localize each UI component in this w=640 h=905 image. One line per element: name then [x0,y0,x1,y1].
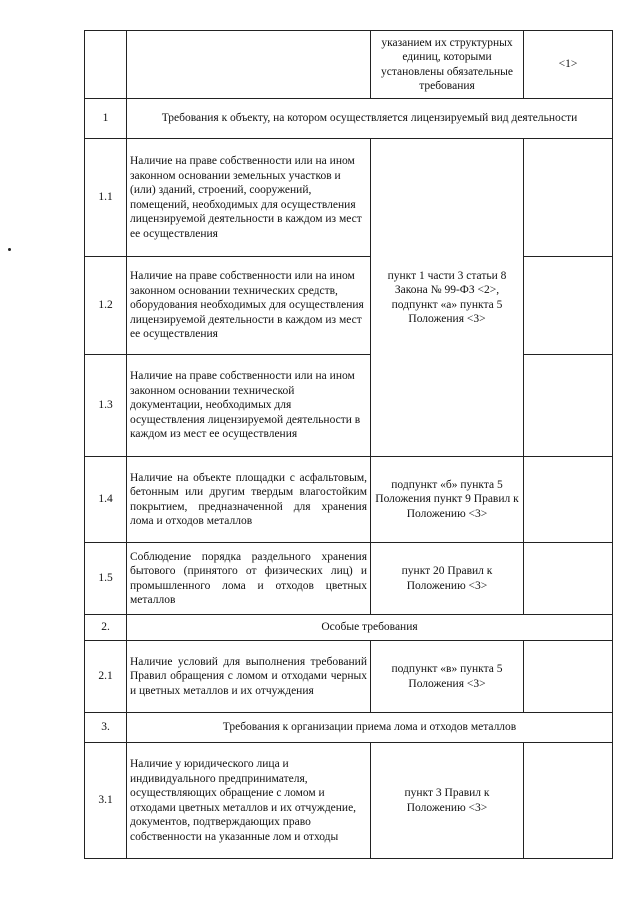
section-title: Требования к организации приема лома и отходов металлов [127,713,613,743]
header-req-cell [127,31,371,99]
requirement-text: Наличие на праве собственности или на ином законном основании технической документации, необходимых для осуществления лицензируемой деятельности в каждом из мест ее осуществления [127,355,371,457]
requirement-text: Наличие на объекте площадки с асфальтовым, бетонным или другим твердым влагостойким покрытием, предназначенной для хранения лома и отходов металлов [127,457,371,543]
row-number: 1.5 [85,543,127,615]
note-cell [524,457,613,543]
table-row-1-2 [85,257,613,355]
row-number: 3.1 [85,743,127,859]
header-continuation-row [85,31,613,99]
table-row-1-4 [85,457,613,543]
row-number: 1.2 [85,257,127,355]
note-cell [524,641,613,713]
legal-reference: подпункт «б» пункта 5 Положения пункт 9 Правил к Положению <3> [371,457,524,543]
note-cell [524,543,613,615]
requirements-table [84,30,613,859]
requirement-text: Наличие на праве собственности или на ином законном основании технических средств, оборудования необходимых для осуществления лицензируемой деятельности в каждом из мест ее осуществления [127,257,371,355]
section-title: Особые требования [127,615,613,641]
scan-speck [8,248,11,251]
legal-reference: пункт 20 Правил к Положению <3> [371,543,524,615]
table-row-1-5 [85,543,613,615]
section-number: 2. [85,615,127,641]
row-number: 1.4 [85,457,127,543]
legal-reference: пункт 3 Правил к Положению <3> [371,743,524,859]
section-row-3 [85,713,613,743]
section-title: Требования к объекту, на котором осуществляется лицензируемый вид деятельности [127,99,613,139]
header-num-cell [85,31,127,99]
section-row-2 [85,615,613,641]
section-row-1 [85,99,613,139]
table-row-2-1 [85,641,613,713]
requirement-text: Наличие условий для выполнения требований Правил обращения с ломом и отходами черных и цветных металлов и их отчуждения [127,641,371,713]
note-cell [524,257,613,355]
table-row-1-1 [85,139,613,257]
row-number: 2.1 [85,641,127,713]
header-ref-cell: указанием их структурных единиц, которыми установлены обязательные требования [371,31,524,99]
requirement-text: Наличие у юридического лица и индивидуального предпринимателя, осуществляющих обращение с ломом и отходами цветных металлов и их отчуждение, документов, подтверждающих право собственности на указанные лом и отходы [127,743,371,859]
note-cell [524,139,613,257]
header-note-cell: <1> [524,31,613,99]
row-number: 1.3 [85,355,127,457]
requirement-text: Соблюдение порядка раздельного хранения бытового (принятого от физических лиц) и промышленного лома и отходов цветных металлов [127,543,371,615]
table-row-3-1 [85,743,613,859]
requirement-text: Наличие на праве собственности или на ином законном основании земельных участков и (или) зданий, строений, сооружений, помещений, необходимых для осуществления лицензируемой деятельности в каждом из мест ее осуществления [127,139,371,257]
table-row-1-3 [85,355,613,457]
section-number: 1 [85,99,127,139]
note-cell [524,743,613,859]
legal-reference: пункт 1 части 3 статьи 8 Закона № 99-ФЗ <2>, подпункт «а» пункта 5 Положения <3> [371,139,524,457]
section-number: 3. [85,713,127,743]
legal-reference: подпункт «в» пункта 5 Положения <3> [371,641,524,713]
row-number: 1.1 [85,139,127,257]
note-cell [524,355,613,457]
